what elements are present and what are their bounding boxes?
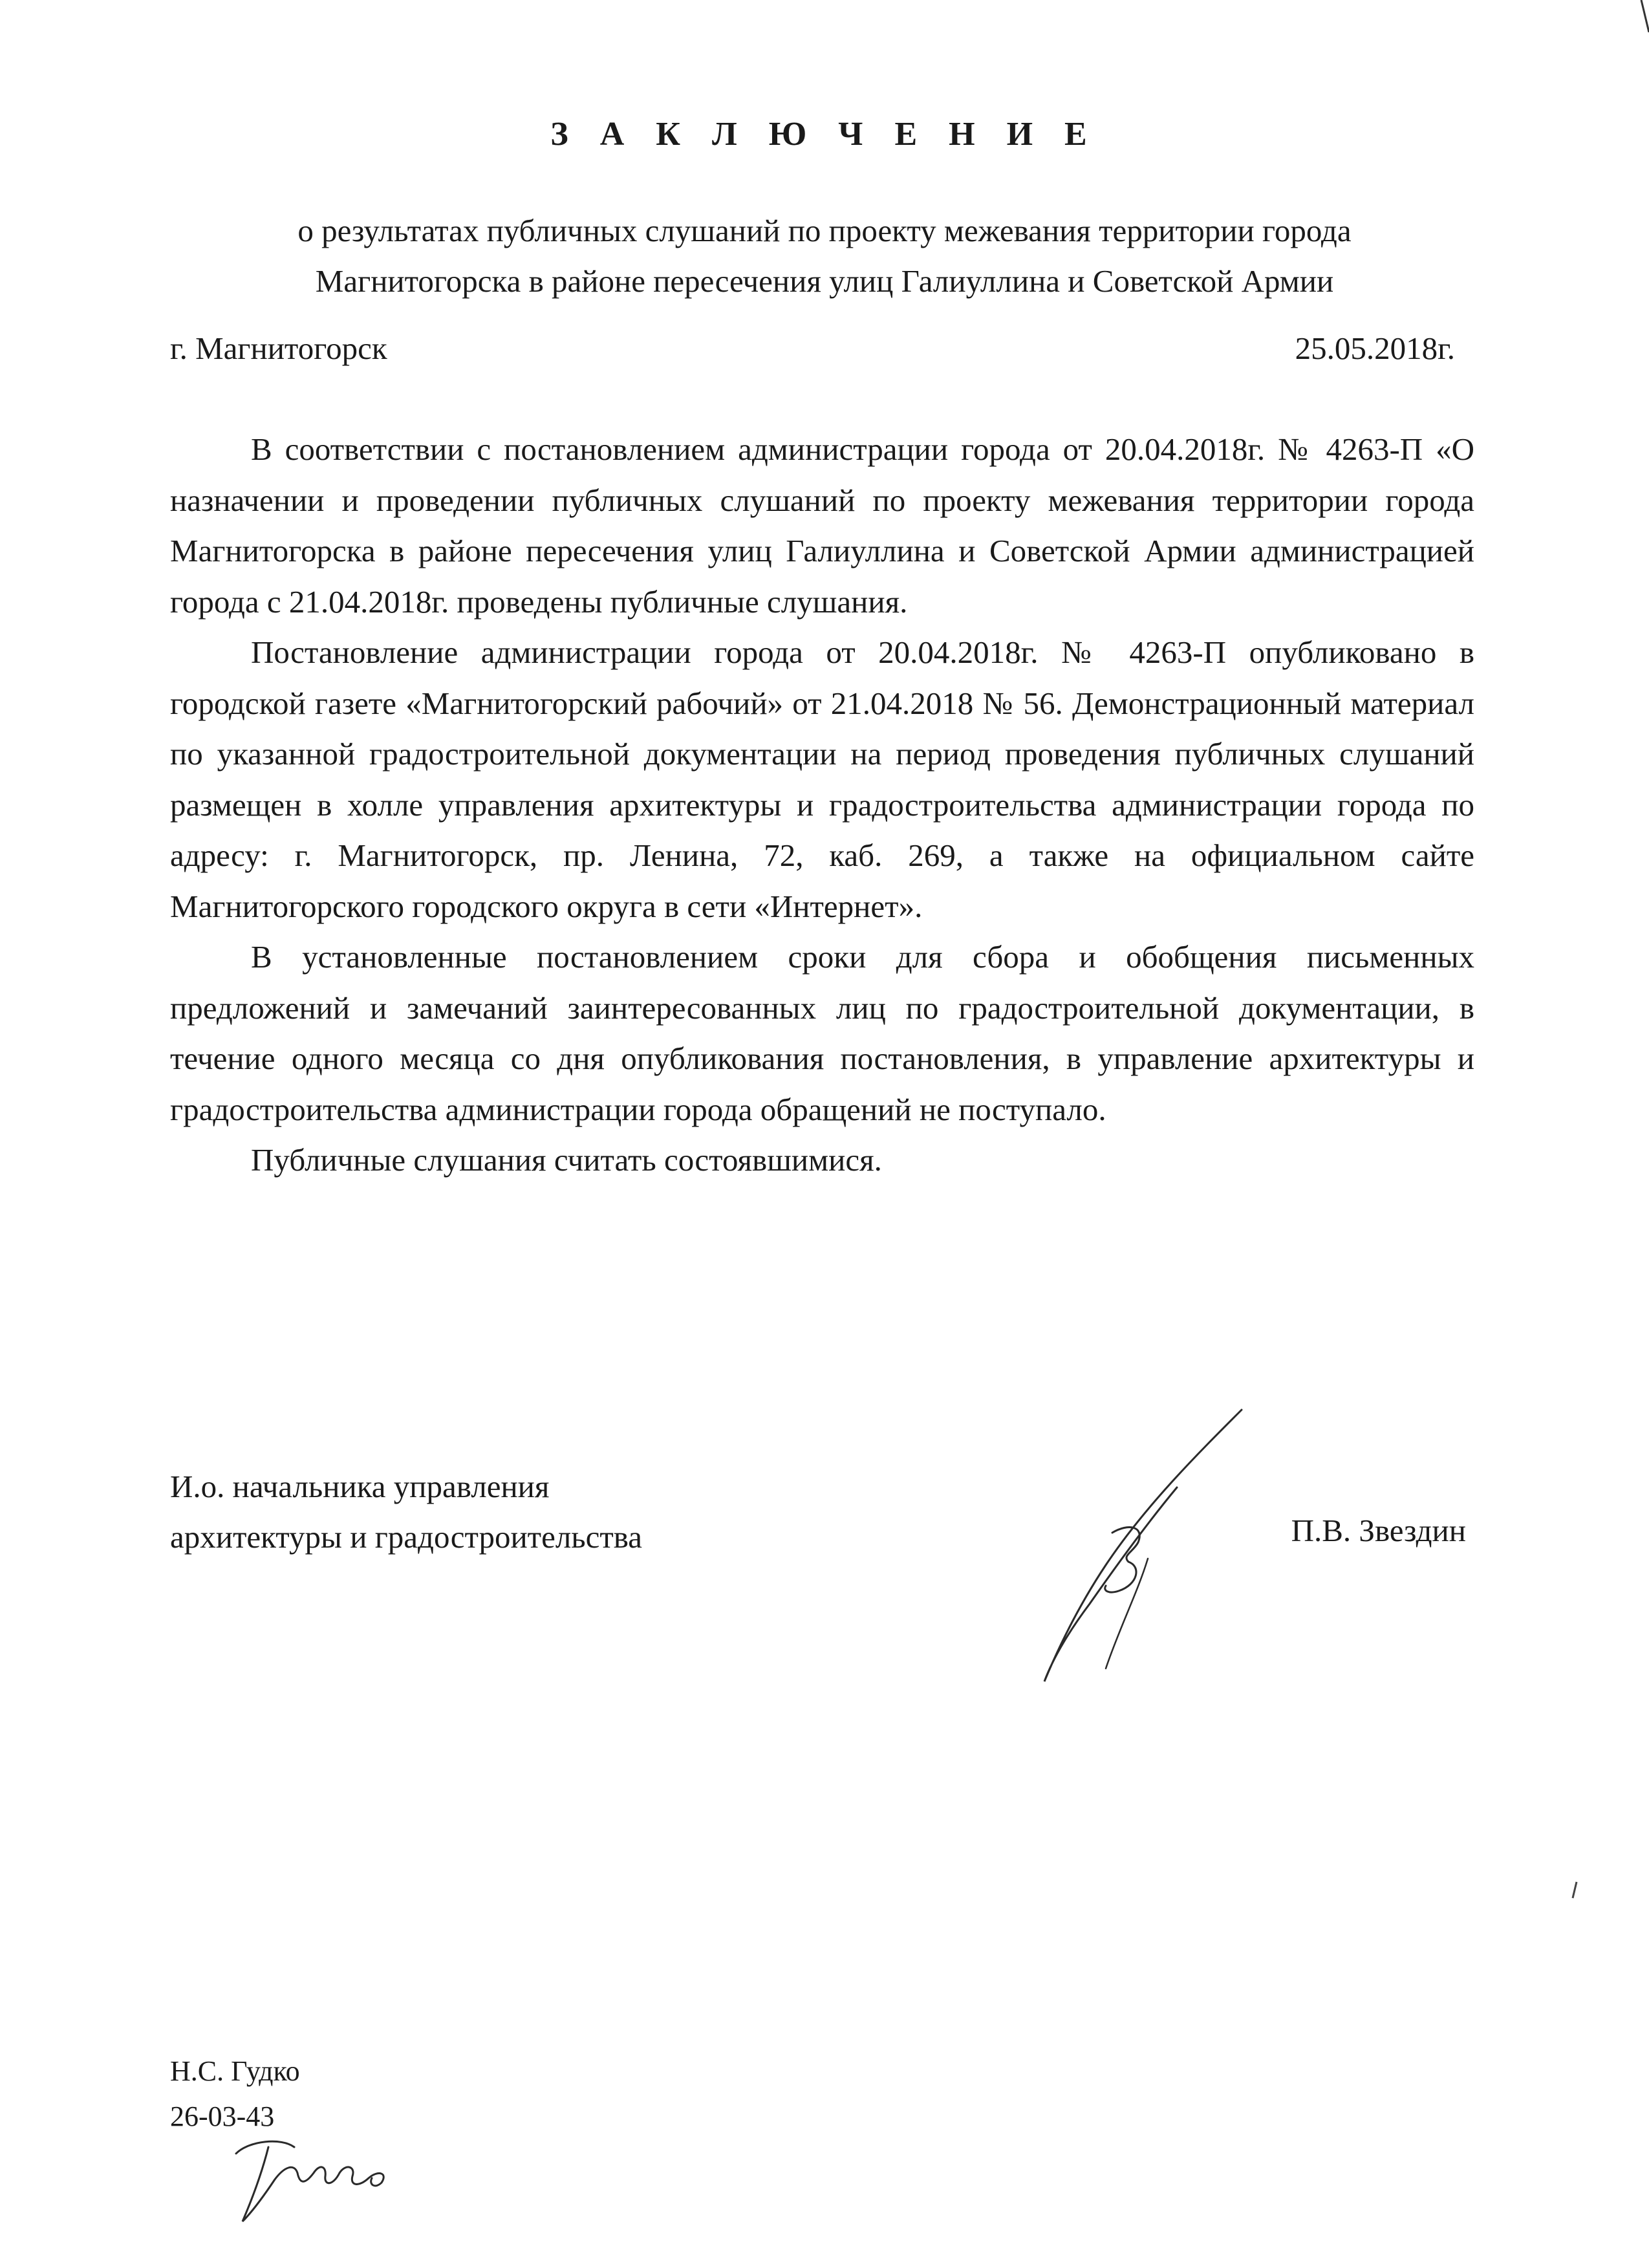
document-date: 25.05.2018г.: [1295, 330, 1455, 366]
paragraph-2: Постановление администрации города от 20.04.2018г. № 4263-П опубликовано в городской газете «Магнитогорский рабочий» от 21.04.2018 № 56. Демонстрационный материал по указанной градостроительной документации на период проведения публичных слушаний размещен в холле управления архитектуры и градостроительства администрации города по адресу: г. Магнитогорск, пр. Ленина, 72, каб. 269, а также на официальном сайте Магнитогорского городского округа в сети «Интернет».: [170, 634, 1474, 924]
paragraph-3: В установленные постановлением сроки для сбора и обобщения письменных предложений и замечаний заинтересованных лиц по градостроительной документации, в течение одного месяца со дня опубликования постановления, в управление архитектуры и градостроительства администрации города обращений не поступало.: [170, 939, 1474, 1127]
handwritten-signature: [983, 1397, 1255, 1694]
paragraph-4: Публичные слушания считать состоявшимися.: [251, 1142, 882, 1178]
signer-position-line-1: И.о. начальника управления: [170, 1469, 550, 1504]
document-city: г. Магнитогорск: [170, 330, 387, 366]
signer-position: [170, 1462, 642, 1562]
executor-signature: [223, 2128, 391, 2231]
scan-corner-mark: [1623, 0, 1649, 32]
paragraph-1: В соответствии с постановлением администрации города от 20.04.2018г. № 4263-П «О назначении и проведении публичных слушаний по проекту межевания территории города Магнитогорска в районе пересечения улиц Галиуллина и Советской Армии администрацией города с 21.04.2018г. проведены публичные слушания.: [170, 431, 1474, 620]
executor-name: Н.С. Гудко: [170, 2055, 300, 2087]
subtitle-line-1: о результатах публичных слушаний по проекту межевания территории города: [297, 213, 1352, 248]
subtitle-line-2: Магнитогорска в районе пересечения улиц Галиуллина и Советской Армии: [315, 263, 1334, 299]
scan-speck: [1565, 1879, 1584, 1905]
signer-name: П.В. Звездин: [1291, 1513, 1466, 1548]
document-body: [170, 424, 1474, 1186]
executor-phone: 26-03-43: [170, 2101, 275, 2132]
signer-position-line-2: архитектуры и градостроительства: [170, 1519, 643, 1555]
document-subtitle: [168, 206, 1481, 307]
executor-block: [170, 2049, 300, 2139]
document-title: З А К Л Ю Ч Е Н И Е: [550, 116, 1099, 153]
